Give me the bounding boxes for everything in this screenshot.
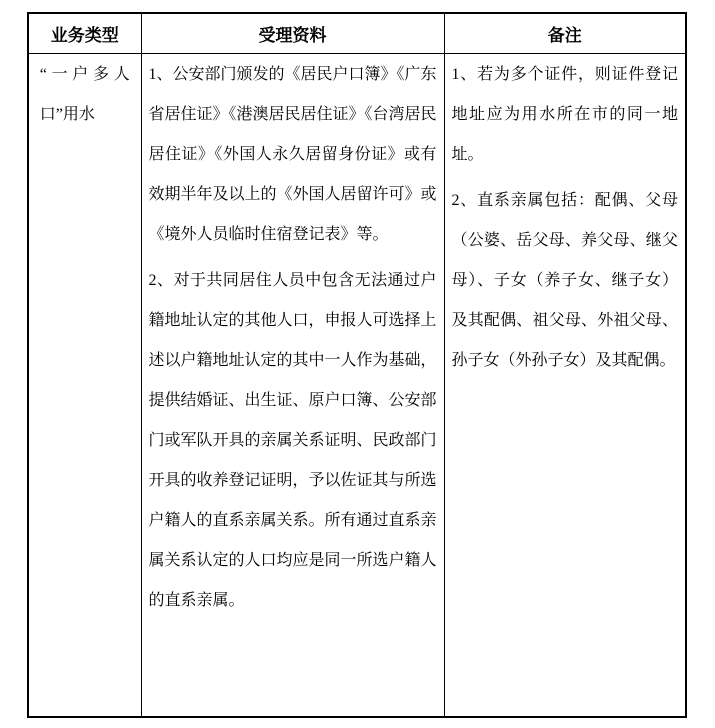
materials-paragraph-2: 2、对于共同居住人员中包含无法通过户籍地址认定的其他人口，申报人可选择上述以户籍地址认定的其中一人作为基础，提供结婚证、出生证、原户口簿、公安部门或军队开具的亲属关系证明、民政部门开具的收养登记证明，予以佐证其与所选户籍人的直系亲属关系。所有通过直系亲属关系认定的人口均应是同一所选户籍人的直系亲属。 (148, 272, 437, 609)
service-requirements-table (27, 12, 687, 718)
cell-business-type (28, 54, 141, 718)
table-row (28, 54, 686, 718)
remarks-paragraph-2: 2、直系亲属包括：配偶、父母（公婆、岳父母、养父母、继父母）、子女（养子女、继子女）及其配偶、祖父母、外祖父母、孙子女（外孙子女）及其配偶。 (451, 192, 678, 369)
table-header-row (28, 13, 686, 54)
business-type-text: “一户多人口”用水 (39, 66, 130, 123)
cell-acceptance-materials (141, 54, 444, 718)
remarks-paragraph-1: 1、若为多个证件，则证件登记地址应为用水所在市的同一地址。 (451, 66, 678, 163)
cell-remarks (444, 54, 686, 718)
header-acceptance-materials: 受理资料 (141, 13, 444, 54)
materials-paragraph-1: 1、公安部门颁发的《居民户口簿》《广东省居住证》《港澳居民居住证》《台湾居民居住证》《外国人永久居留身份证》或有效期半年及以上的《外国人居留许可》或《境外人员临时住宿登记表》等。 (148, 66, 437, 243)
header-remarks: 备注 (444, 13, 686, 54)
header-business-type: 业务类型 (28, 13, 141, 54)
